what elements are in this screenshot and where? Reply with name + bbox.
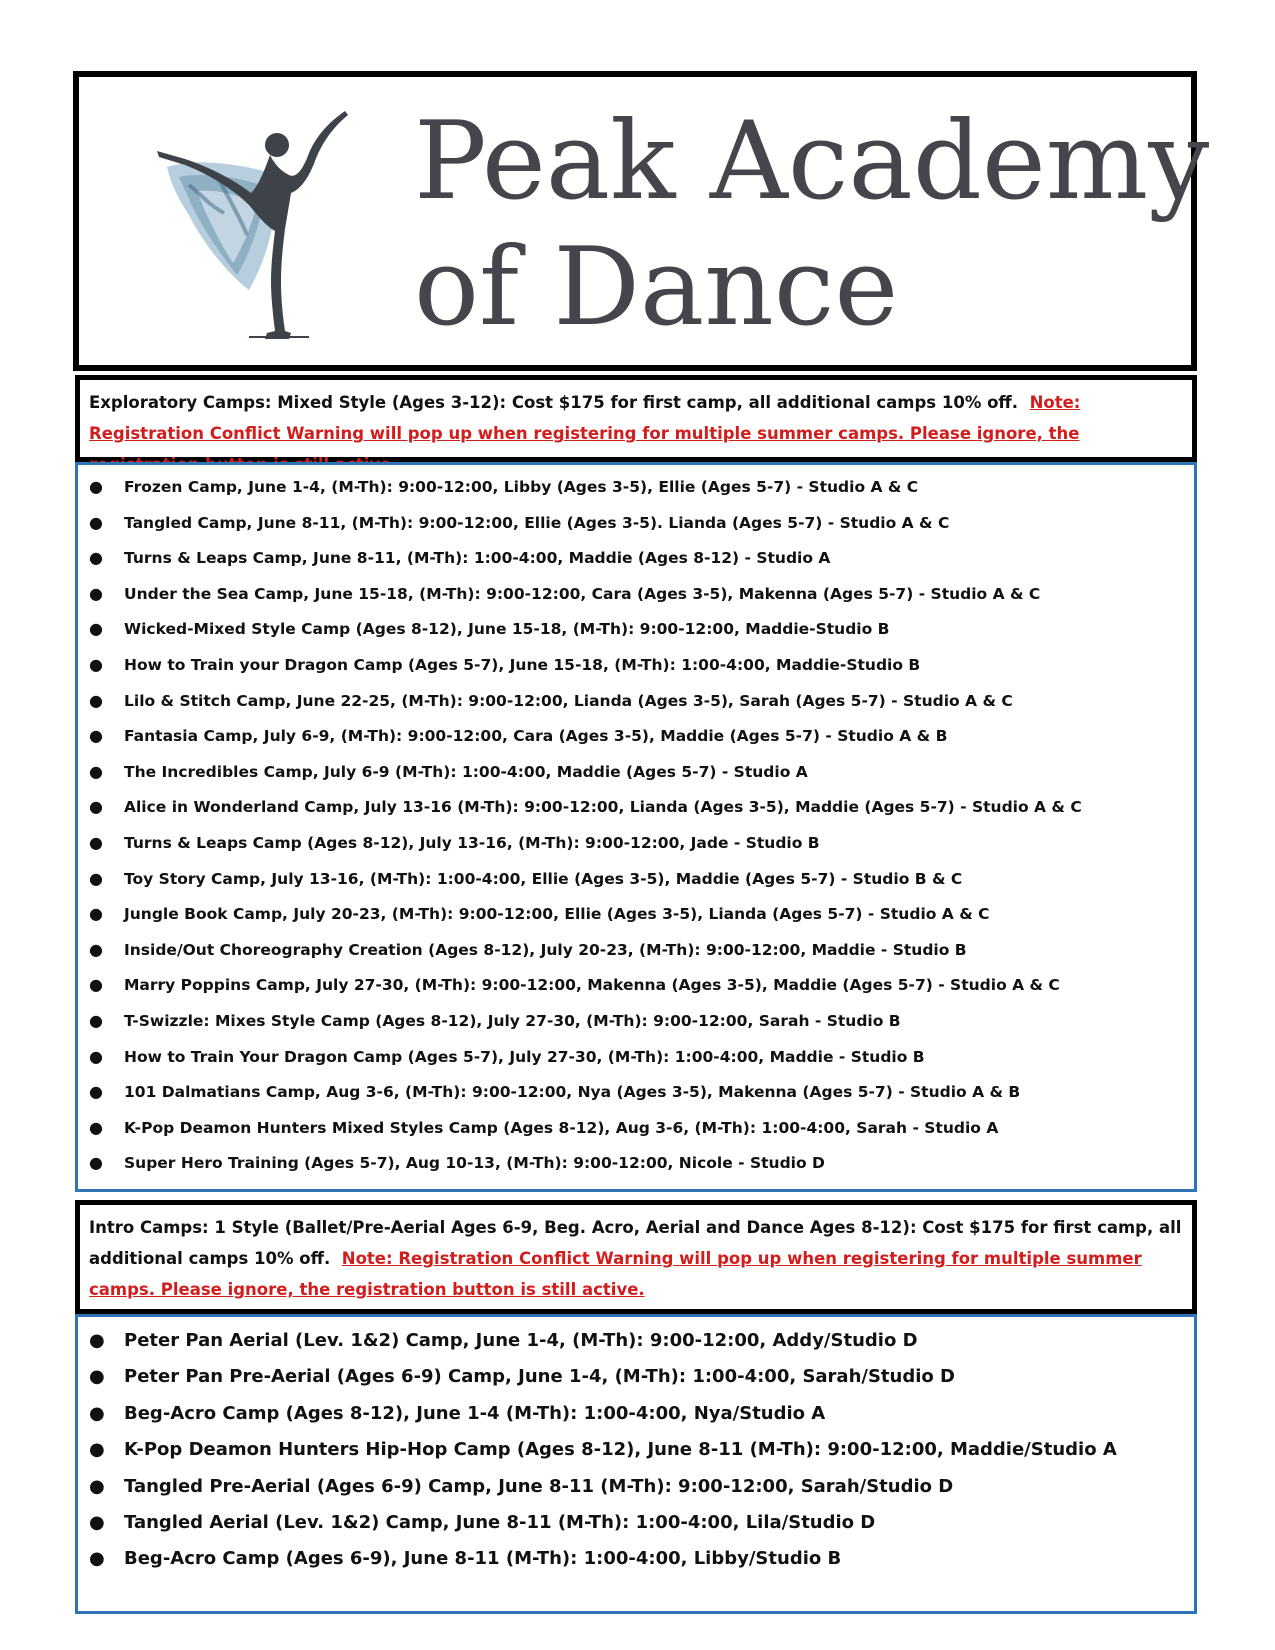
camp-item-text: Marry Poppins Camp, July 27-30, (M-Th): 9:00-12:00, Makenna (Ages 3-5), Maddie (Ages 5-7) - Studio A & C [124,976,1060,995]
bullet-icon: ● [89,1082,103,1102]
list-item [78,1508,1194,1544]
camp-item-text: Under the Sea Camp, June 15-18, (M-Th): 9:00-12:00, Cara (Ages 3-5), Makenna (Ages 5-7) - Studio A & C [124,584,1041,603]
camp-item-text: How to Train Your Dragon Camp (Ages 5-7), July 27-30, (M-Th): 1:00-4:00, Maddie - Studio B [124,1047,925,1066]
bullet-icon: ● [89,1548,105,1570]
camp-item-text: Tangled Camp, June 8-11, (M-Th): 9:00-12:00, Ellie (Ages 3-5). Lianda (Ages 5-7) - Studio A & C [124,513,950,532]
bullet-icon: ● [89,477,103,496]
exploratory-warning: Note: Registration Conflict Warning will pop up when registering for multiple summer camps. Please ignore, the [89,393,1081,443]
camp-item-text: Tangled Aerial (Lev. 1&2) Camp, June 8-11 (M-Th): 1:00-4:00, Lila/Studio D [124,1511,876,1533]
camp-item-text: Wicked-Mixed Style Camp (Ages 8-12), June 15-18, (M-Th): 9:00-12:00, Maddie-Studio B [124,620,890,639]
bullet-icon: ● [89,512,103,532]
list-item [78,899,1194,935]
list-item [78,721,1194,757]
bullet-icon: ● [89,904,103,924]
academy-logo-wordmark [414,99,1209,351]
camp-item-text: 101 Dalmatians Camp, Aug 3-6, (M-Th): 9:00-12:00, Nya (Ages 3-5), Makenna (Ages 5-7) - Studio A & B [124,1083,1021,1102]
list-item [78,650,1194,686]
list-item [78,1148,1194,1184]
exploratory-heading: Exploratory Camps: Mixed Style (Ages 3-12): Cost $175 for first camp, all additional camps 10% off. [89,393,1019,412]
bullet-icon: ● [89,654,103,674]
bullet-icon: ● [89,1475,105,1497]
bullet-icon: ● [89,1330,105,1351]
camp-item-text: Turns & Leaps Camp (Ages 8-12), July 13-16, (M-Th): 9:00-12:00, Jade - Studio B [124,833,820,852]
camp-item-text: Inside/Out Choreography Creation (Ages 8-12), July 20-23, (M-Th): 9:00-12:00, Maddie - Studio B [124,940,967,959]
bullet-icon: ● [89,548,103,568]
camp-item-text: Toy Story Camp, July 13-16, (M-Th): 1:00-4:00, Ellie (Ages 3-5), Maddie (Ages 5-7) - Studio B & C [124,869,963,888]
bullet-icon: ● [89,1402,105,1424]
camp-item-text: Frozen Camp, June 1-4, (M-Th): 9:00-12:00, Libby (Ages 3-5), Ellie (Ages 5-7) - Studio A & C [124,478,919,496]
bullet-icon: ● [89,797,103,817]
camp-item-text: Beg-Acro Camp (Ages 6-9), June 8-11 (M-Th): 1:00-4:00, Libby/Studio B [124,1548,842,1570]
camp-item-text: Turns & Leaps Camp, June 8-11, (M-Th): 1:00-4:00, Maddie (Ages 8-12) - Studio A [124,549,831,568]
list-item [78,792,1194,828]
list-item [78,935,1194,971]
bullet-icon: ● [89,1046,103,1066]
camp-item-text: Peter Pan Pre-Aerial (Ages 6-9) Camp, June 1-4, (M-Th): 1:00-4:00, Sarah/Studio D [124,1366,955,1388]
camp-item-text: K-Pop Deamon Hunters Mixed Styles Camp (Ages 8-12), Aug 3-6, (M-Th): 1:00-4:00, Sarah - Studio A [124,1118,999,1137]
list-item [78,1326,1194,1362]
list-item [78,757,1194,793]
bullet-icon: ● [89,761,103,781]
intro-warning: Note: Registration Conflict Warning will pop up when registering for multiple summer camps. Please ignore, the registration button is still active. [89,1249,1142,1299]
bullet-icon: ● [89,939,103,959]
list-item [78,1435,1194,1471]
camp-item-text: Beg-Acro Camp (Ages 8-12), June 1-4 (M-Th): 1:00-4:00, Nya/Studio A [124,1402,826,1424]
camp-item-text: How to Train your Dragon Camp (Ages 5-7), June 15-18, (M-Th): 1:00-4:00, Maddie-Studio B [124,655,921,674]
bullet-icon: ● [89,1117,103,1137]
logo-line-1: Peak Academy [414,99,1210,224]
list-item [78,1077,1194,1113]
list-item [78,579,1194,615]
bullet-icon: ● [89,1366,105,1388]
camp-item-text: Tangled Pre-Aerial (Ages 6-9) Camp, June 8-11 (M-Th): 9:00-12:00, Sarah/Studio D [124,1475,954,1497]
camp-item-text: Alice in Wonderland Camp, July 13-16 (M-Th): 9:00-12:00, Lianda (Ages 3-5), Maddie (Ages 5-7) - Studio A & C [124,798,1082,817]
exploratory-camps-header [75,375,1197,462]
dancer-silhouette-icon [149,105,389,345]
list-item [78,828,1194,864]
intro-heading: Intro Camps: 1 Style (Ballet/Pre-Aerial Ages 6-9, Beg. Acro, Aerial and Dance Ages 8-12): Cost $175 for first camp, all additional camps 10% off. [89,1218,1182,1268]
bullet-icon: ● [89,690,103,710]
list-item [78,1362,1194,1398]
bullet-icon: ● [89,1010,103,1030]
camp-item-text: The Incredibles Camp, July 6-9 (M-Th): 1:00-4:00, Maddie (Ages 5-7) - Studio A [124,762,808,781]
list-item [78,1544,1194,1580]
bullet-icon: ● [89,1153,103,1173]
camp-item-text: K-Pop Deamon Hunters Hip-Hop Camp (Ages 8-12), June 8-11 (M-Th): 9:00-12:00, Maddie/Studio A [124,1439,1117,1461]
list-item [78,508,1194,544]
list-item [78,1399,1194,1435]
bullet-icon: ● [89,583,103,603]
camp-item-text: Fantasia Camp, July 6-9, (M-Th): 9:00-12:00, Cara (Ages 3-5), Maddie (Ages 5-7) - Studio A & B [124,727,948,746]
intro-camps-list [75,1314,1197,1614]
list-item [78,864,1194,900]
list-item [78,614,1194,650]
list-item [78,1472,1194,1508]
list-item [78,970,1194,1006]
bullet-icon: ● [89,619,103,639]
bullet-icon: ● [89,726,103,746]
camp-item-text: Lilo & Stitch Camp, June 22-25, (M-Th): 9:00-12:00, Lianda (Ages 3-5), Sarah (Ages 5-7) - Studio A & C [124,691,1013,710]
camp-item-text: Jungle Book Camp, July 20-23, (M-Th): 9:00-12:00, Ellie (Ages 3-5), Lianda (Ages 5-7) - Studio A & C [124,905,990,924]
list-item [78,543,1194,579]
camp-item-text: Super Hero Training (Ages 5-7), Aug 10-13, (M-Th): 9:00-12:00, Nicole - Studio D [124,1154,825,1173]
header-logo-box [73,71,1210,371]
logo-line-2: of Dance [414,225,899,350]
exploratory-camps-list [75,462,1197,1192]
list-item [78,686,1194,722]
list-item [78,1042,1194,1078]
camp-item-text: Peter Pan Aerial (Lev. 1&2) Camp, June 1-4, (M-Th): 9:00-12:00, Addy/Studio D [124,1330,918,1351]
bullet-icon: ● [89,1511,105,1533]
bullet-icon: ● [89,832,103,852]
list-item [78,1113,1194,1149]
intro-camps-header [75,1200,1197,1314]
bullet-icon: ● [89,1439,105,1461]
bullet-icon: ● [89,975,103,995]
bullet-icon: ● [89,868,103,888]
camp-item-text: T-Swizzle: Mixes Style Camp (Ages 8-12), July 27-30, (M-Th): 9:00-12:00, Sarah - Studio B [124,1011,901,1030]
list-item [78,1006,1194,1042]
list-item [78,472,1194,508]
